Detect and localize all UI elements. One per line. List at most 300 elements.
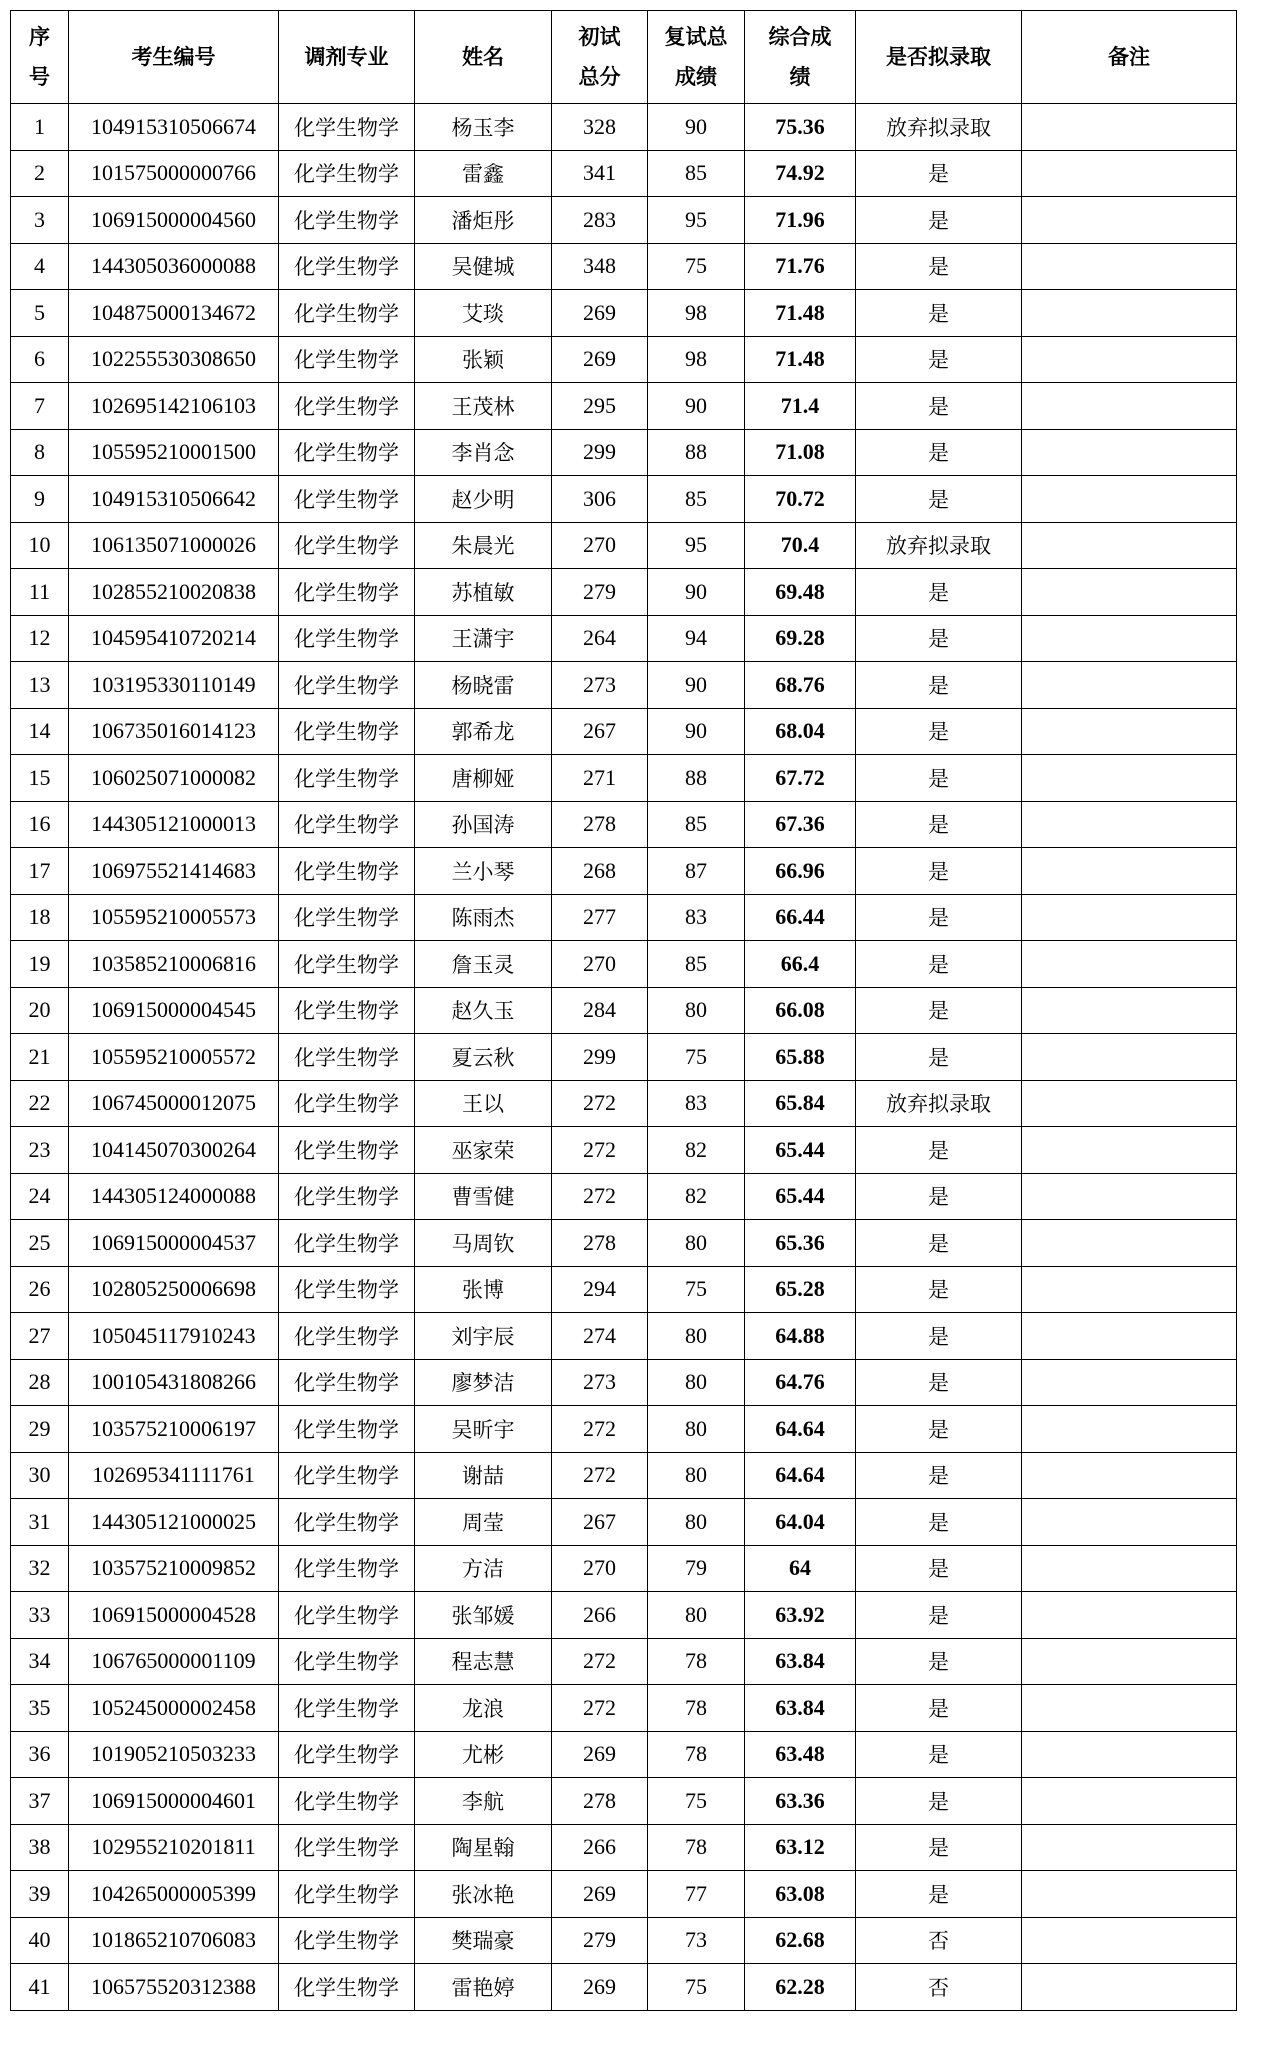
table-row	[11, 429, 1237, 476]
cell-major: 化学生物学	[279, 1313, 415, 1360]
cell-composite-score: 69.28	[745, 615, 856, 662]
cell-major: 化学生物学	[279, 755, 415, 802]
header-row	[11, 11, 1237, 104]
cell-admit: 是	[856, 1406, 1022, 1453]
table-row	[11, 383, 1237, 430]
cell-composite-score: 70.4	[745, 522, 856, 569]
cell-composite-score: 65.88	[745, 1034, 856, 1081]
cell-exam-id: 106915000004560	[69, 197, 279, 244]
cell-major: 化学生物学	[279, 1266, 415, 1313]
cell-major: 化学生物学	[279, 1499, 415, 1546]
cell-exam-id: 102955210201811	[69, 1824, 279, 1871]
cell-retest-score: 80	[648, 1499, 745, 1546]
cell-admit: 是	[856, 150, 1022, 197]
cell-initial-score: 279	[552, 1917, 648, 1964]
cell-exam-id: 105595210001500	[69, 429, 279, 476]
cell-remark	[1022, 1220, 1237, 1267]
cell-retest-score: 80	[648, 1452, 745, 1499]
cell-exam-id: 105245000002458	[69, 1685, 279, 1732]
cell-retest-score: 95	[648, 522, 745, 569]
cell-major: 化学生物学	[279, 1080, 415, 1127]
cell-index: 18	[11, 894, 69, 941]
cell-exam-id: 104595410720214	[69, 615, 279, 662]
cell-exam-id: 102805250006698	[69, 1266, 279, 1313]
cell-initial-score: 273	[552, 662, 648, 709]
cell-index: 20	[11, 987, 69, 1034]
cell-major: 化学生物学	[279, 1824, 415, 1871]
cell-name: 张冰艳	[415, 1871, 552, 1918]
cell-initial-score: 328	[552, 104, 648, 151]
cell-initial-score: 278	[552, 1220, 648, 1267]
cell-initial-score: 269	[552, 1871, 648, 1918]
cell-exam-id: 144305124000088	[69, 1173, 279, 1220]
cell-retest-score: 90	[648, 104, 745, 151]
cell-composite-score: 70.72	[745, 476, 856, 523]
cell-exam-id: 104875000134672	[69, 290, 279, 337]
cell-retest-score: 78	[648, 1824, 745, 1871]
cell-initial-score: 270	[552, 1545, 648, 1592]
cell-initial-score: 266	[552, 1824, 648, 1871]
cell-initial-score: 284	[552, 987, 648, 1034]
cell-initial-score: 272	[552, 1127, 648, 1174]
cell-name: 詹玉灵	[415, 941, 552, 988]
cell-retest-score: 83	[648, 894, 745, 941]
cell-name: 王茂林	[415, 383, 552, 430]
cell-composite-score: 66.96	[745, 848, 856, 895]
cell-exam-id: 104915310506642	[69, 476, 279, 523]
cell-composite-score: 66.44	[745, 894, 856, 941]
cell-retest-score: 90	[648, 708, 745, 755]
cell-exam-id: 102255530308650	[69, 336, 279, 383]
cell-name: 杨晓雷	[415, 662, 552, 709]
cell-retest-score: 90	[648, 569, 745, 616]
cell-retest-score: 75	[648, 1266, 745, 1313]
cell-remark	[1022, 1731, 1237, 1778]
cell-name: 李航	[415, 1778, 552, 1825]
cell-remark	[1022, 894, 1237, 941]
cell-index: 37	[11, 1778, 69, 1825]
cell-remark	[1022, 987, 1237, 1034]
cell-admit: 是	[856, 1499, 1022, 1546]
cell-remark	[1022, 1917, 1237, 1964]
cell-remark	[1022, 1964, 1237, 2011]
cell-composite-score: 63.12	[745, 1824, 856, 1871]
cell-composite-score: 75.36	[745, 104, 856, 151]
cell-initial-score: 272	[552, 1452, 648, 1499]
cell-exam-id: 100105431808266	[69, 1359, 279, 1406]
cell-composite-score: 65.44	[745, 1127, 856, 1174]
cell-retest-score: 75	[648, 1778, 745, 1825]
cell-major: 化学生物学	[279, 336, 415, 383]
cell-major: 化学生物学	[279, 801, 415, 848]
cell-admit: 是	[856, 1545, 1022, 1592]
cell-admit: 是	[856, 941, 1022, 988]
cell-initial-score: 295	[552, 383, 648, 430]
cell-retest-score: 75	[648, 1964, 745, 2011]
cell-remark	[1022, 1127, 1237, 1174]
cell-exam-id: 103195330110149	[69, 662, 279, 709]
cell-exam-id: 102855210020838	[69, 569, 279, 616]
cell-retest-score: 90	[648, 662, 745, 709]
table-row	[11, 197, 1237, 244]
cell-exam-id: 104145070300264	[69, 1127, 279, 1174]
cell-major: 化学生物学	[279, 243, 415, 290]
cell-name: 龙浪	[415, 1685, 552, 1732]
cell-major: 化学生物学	[279, 708, 415, 755]
cell-name: 马周钦	[415, 1220, 552, 1267]
cell-major: 化学生物学	[279, 476, 415, 523]
cell-remark	[1022, 429, 1237, 476]
cell-major: 化学生物学	[279, 1964, 415, 2011]
cell-admit: 是	[856, 569, 1022, 616]
cell-major: 化学生物学	[279, 104, 415, 151]
cell-index: 2	[11, 150, 69, 197]
table-row	[11, 755, 1237, 802]
table-row	[11, 1778, 1237, 1825]
cell-major: 化学生物学	[279, 615, 415, 662]
cell-name: 朱晨光	[415, 522, 552, 569]
table-row	[11, 1173, 1237, 1220]
cell-name: 雷艳婷	[415, 1964, 552, 2011]
cell-remark	[1022, 336, 1237, 383]
cell-exam-id: 101905210503233	[69, 1731, 279, 1778]
cell-exam-id: 106915000004537	[69, 1220, 279, 1267]
cell-composite-score: 65.44	[745, 1173, 856, 1220]
cell-composite-score: 74.92	[745, 150, 856, 197]
cell-composite-score: 63.84	[745, 1638, 856, 1685]
cell-composite-score: 64	[745, 1545, 856, 1592]
cell-admit: 是	[856, 1778, 1022, 1825]
table-row	[11, 708, 1237, 755]
cell-initial-score: 272	[552, 1685, 648, 1732]
cell-exam-id: 106575520312388	[69, 1964, 279, 2011]
table-row	[11, 1685, 1237, 1732]
cell-retest-score: 73	[648, 1917, 745, 1964]
cell-composite-score: 64.64	[745, 1406, 856, 1453]
cell-composite-score: 62.68	[745, 1917, 856, 1964]
cell-composite-score: 64.64	[745, 1452, 856, 1499]
cell-name: 程志慧	[415, 1638, 552, 1685]
cell-composite-score: 64.76	[745, 1359, 856, 1406]
table-row	[11, 987, 1237, 1034]
cell-exam-id: 144305121000025	[69, 1499, 279, 1546]
cell-remark	[1022, 1034, 1237, 1081]
cell-remark	[1022, 801, 1237, 848]
cell-composite-score: 69.48	[745, 569, 856, 616]
cell-remark	[1022, 1406, 1237, 1453]
cell-major: 化学生物学	[279, 1592, 415, 1639]
header-admit: 是否拟录取	[856, 11, 1022, 104]
cell-major: 化学生物学	[279, 383, 415, 430]
cell-index: 3	[11, 197, 69, 244]
cell-admit: 是	[856, 1220, 1022, 1267]
cell-major: 化学生物学	[279, 290, 415, 337]
cell-retest-score: 88	[648, 755, 745, 802]
cell-index: 35	[11, 1685, 69, 1732]
cell-remark	[1022, 615, 1237, 662]
table-row	[11, 1964, 1237, 2011]
cell-admit: 是	[856, 662, 1022, 709]
cell-remark	[1022, 1685, 1237, 1732]
header-initial-score: 初试总分	[552, 11, 648, 104]
cell-exam-id: 103585210006816	[69, 941, 279, 988]
cell-admit: 放弃拟录取	[856, 104, 1022, 151]
table-row	[11, 569, 1237, 616]
cell-retest-score: 80	[648, 987, 745, 1034]
cell-admit: 是	[856, 197, 1022, 244]
cell-major: 化学生物学	[279, 1452, 415, 1499]
cell-retest-score: 80	[648, 1220, 745, 1267]
cell-initial-score: 272	[552, 1080, 648, 1127]
cell-name: 王以	[415, 1080, 552, 1127]
cell-major: 化学生物学	[279, 522, 415, 569]
cell-admit: 是	[856, 476, 1022, 523]
cell-initial-score: 271	[552, 755, 648, 802]
cell-major: 化学生物学	[279, 197, 415, 244]
cell-index: 38	[11, 1824, 69, 1871]
cell-name: 唐柳娅	[415, 755, 552, 802]
cell-index: 9	[11, 476, 69, 523]
cell-admit: 是	[856, 1871, 1022, 1918]
table-row	[11, 1080, 1237, 1127]
table-row	[11, 1499, 1237, 1546]
cell-retest-score: 78	[648, 1731, 745, 1778]
cell-composite-score: 71.96	[745, 197, 856, 244]
cell-major: 化学生物学	[279, 1406, 415, 1453]
cell-exam-id: 101865210706083	[69, 1917, 279, 1964]
cell-exam-id: 102695142106103	[69, 383, 279, 430]
table-row	[11, 1127, 1237, 1174]
table-row	[11, 522, 1237, 569]
cell-admit: 是	[856, 1173, 1022, 1220]
cell-composite-score: 62.28	[745, 1964, 856, 2011]
cell-composite-score: 64.04	[745, 1499, 856, 1546]
cell-index: 14	[11, 708, 69, 755]
cell-exam-id: 106915000004545	[69, 987, 279, 1034]
table-row	[11, 1406, 1237, 1453]
cell-admit: 是	[856, 848, 1022, 895]
cell-retest-score: 79	[648, 1545, 745, 1592]
cell-initial-score: 279	[552, 569, 648, 616]
table-row	[11, 662, 1237, 709]
cell-retest-score: 85	[648, 150, 745, 197]
cell-remark	[1022, 662, 1237, 709]
cell-retest-score: 78	[648, 1685, 745, 1732]
cell-retest-score: 78	[648, 1638, 745, 1685]
cell-initial-score: 269	[552, 1731, 648, 1778]
cell-exam-id: 103575210006197	[69, 1406, 279, 1453]
cell-retest-score: 77	[648, 1871, 745, 1918]
cell-remark	[1022, 1173, 1237, 1220]
cell-exam-id: 104265000005399	[69, 1871, 279, 1918]
cell-index: 13	[11, 662, 69, 709]
cell-admit: 是	[856, 1034, 1022, 1081]
cell-name: 廖梦洁	[415, 1359, 552, 1406]
cell-retest-score: 95	[648, 197, 745, 244]
cell-exam-id: 104915310506674	[69, 104, 279, 151]
cell-initial-score: 264	[552, 615, 648, 662]
cell-composite-score: 67.36	[745, 801, 856, 848]
cell-remark	[1022, 104, 1237, 151]
cell-admit: 是	[856, 615, 1022, 662]
cell-name: 刘宇辰	[415, 1313, 552, 1360]
cell-major: 化学生物学	[279, 1359, 415, 1406]
cell-index: 36	[11, 1731, 69, 1778]
cell-major: 化学生物学	[279, 1638, 415, 1685]
cell-major: 化学生物学	[279, 569, 415, 616]
cell-index: 16	[11, 801, 69, 848]
cell-index: 31	[11, 1499, 69, 1546]
table-row	[11, 1638, 1237, 1685]
cell-initial-score: 299	[552, 429, 648, 476]
cell-admit: 是	[856, 1731, 1022, 1778]
cell-remark	[1022, 1592, 1237, 1639]
cell-admit: 是	[856, 1685, 1022, 1732]
cell-composite-score: 71.48	[745, 290, 856, 337]
cell-name: 雷鑫	[415, 150, 552, 197]
cell-name: 赵少明	[415, 476, 552, 523]
cell-remark	[1022, 941, 1237, 988]
cell-name: 王潇宇	[415, 615, 552, 662]
cell-composite-score: 64.88	[745, 1313, 856, 1360]
cell-composite-score: 63.36	[745, 1778, 856, 1825]
cell-remark	[1022, 848, 1237, 895]
cell-remark	[1022, 243, 1237, 290]
table-header	[11, 11, 1237, 104]
cell-retest-score: 80	[648, 1406, 745, 1453]
cell-remark	[1022, 1871, 1237, 1918]
cell-index: 5	[11, 290, 69, 337]
cell-retest-score: 88	[648, 429, 745, 476]
cell-composite-score: 71.4	[745, 383, 856, 430]
cell-retest-score: 98	[648, 336, 745, 383]
cell-major: 化学生物学	[279, 1731, 415, 1778]
table-row	[11, 801, 1237, 848]
cell-retest-score: 94	[648, 615, 745, 662]
cell-major: 化学生物学	[279, 1778, 415, 1825]
cell-admit: 是	[856, 1266, 1022, 1313]
table-row	[11, 243, 1237, 290]
cell-exam-id: 106975521414683	[69, 848, 279, 895]
cell-initial-score: 269	[552, 336, 648, 383]
cell-retest-score: 82	[648, 1127, 745, 1174]
cell-name: 潘炬彤	[415, 197, 552, 244]
cell-initial-score: 299	[552, 1034, 648, 1081]
cell-retest-score: 85	[648, 801, 745, 848]
table-row	[11, 1452, 1237, 1499]
cell-name: 巫家荣	[415, 1127, 552, 1174]
cell-index: 25	[11, 1220, 69, 1267]
cell-major: 化学生物学	[279, 941, 415, 988]
cell-retest-score: 90	[648, 383, 745, 430]
cell-index: 10	[11, 522, 69, 569]
cell-exam-id: 106735016014123	[69, 708, 279, 755]
cell-index: 33	[11, 1592, 69, 1639]
cell-exam-id: 106765000001109	[69, 1638, 279, 1685]
cell-remark	[1022, 197, 1237, 244]
cell-retest-score: 83	[648, 1080, 745, 1127]
table-row	[11, 336, 1237, 383]
table-row	[11, 848, 1237, 895]
cell-initial-score: 277	[552, 894, 648, 941]
cell-major: 化学生物学	[279, 150, 415, 197]
cell-exam-id: 105045117910243	[69, 1313, 279, 1360]
cell-index: 39	[11, 1871, 69, 1918]
cell-remark	[1022, 1499, 1237, 1546]
cell-exam-id: 105595210005573	[69, 894, 279, 941]
admission-table	[10, 10, 1237, 2011]
cell-composite-score: 67.72	[745, 755, 856, 802]
cell-remark	[1022, 1359, 1237, 1406]
cell-composite-score: 63.48	[745, 1731, 856, 1778]
cell-remark	[1022, 1452, 1237, 1499]
cell-remark	[1022, 522, 1237, 569]
table-row	[11, 1824, 1237, 1871]
header-index: 序号	[11, 11, 69, 104]
cell-exam-id: 144305036000088	[69, 243, 279, 290]
cell-major: 化学生物学	[279, 662, 415, 709]
cell-index: 22	[11, 1080, 69, 1127]
table-body	[11, 104, 1237, 2011]
cell-major: 化学生物学	[279, 1034, 415, 1081]
cell-exam-id: 144305121000013	[69, 801, 279, 848]
cell-retest-score: 82	[648, 1173, 745, 1220]
table-row	[11, 941, 1237, 988]
cell-initial-score: 273	[552, 1359, 648, 1406]
cell-major: 化学生物学	[279, 1871, 415, 1918]
cell-admit: 放弃拟录取	[856, 1080, 1022, 1127]
cell-initial-score: 266	[552, 1592, 648, 1639]
cell-exam-id: 106915000004528	[69, 1592, 279, 1639]
cell-name: 樊瑞豪	[415, 1917, 552, 1964]
cell-index: 41	[11, 1964, 69, 2011]
cell-name: 赵久玉	[415, 987, 552, 1034]
cell-initial-score: 269	[552, 290, 648, 337]
cell-initial-score: 269	[552, 1964, 648, 2011]
table-row	[11, 150, 1237, 197]
cell-initial-score: 272	[552, 1173, 648, 1220]
cell-admit: 是	[856, 1592, 1022, 1639]
table-row	[11, 1034, 1237, 1081]
cell-name: 谢喆	[415, 1452, 552, 1499]
cell-exam-id: 106135071000026	[69, 522, 279, 569]
cell-admit: 是	[856, 1127, 1022, 1174]
table-row	[11, 1917, 1237, 1964]
cell-admit: 是	[856, 894, 1022, 941]
cell-retest-score: 80	[648, 1313, 745, 1360]
cell-remark	[1022, 1080, 1237, 1127]
cell-index: 11	[11, 569, 69, 616]
cell-index: 8	[11, 429, 69, 476]
cell-index: 12	[11, 615, 69, 662]
table-row	[11, 1359, 1237, 1406]
cell-index: 17	[11, 848, 69, 895]
cell-index: 21	[11, 1034, 69, 1081]
cell-composite-score: 71.76	[745, 243, 856, 290]
cell-name: 周莹	[415, 1499, 552, 1546]
cell-exam-id: 106025071000082	[69, 755, 279, 802]
cell-exam-id: 102695341111761	[69, 1452, 279, 1499]
cell-admit: 是	[856, 290, 1022, 337]
cell-admit: 是	[856, 429, 1022, 476]
cell-name: 吴健城	[415, 243, 552, 290]
table-row	[11, 1266, 1237, 1313]
cell-composite-score: 71.08	[745, 429, 856, 476]
cell-exam-id: 106745000012075	[69, 1080, 279, 1127]
cell-admit: 放弃拟录取	[856, 522, 1022, 569]
cell-name: 陈雨杰	[415, 894, 552, 941]
cell-admit: 是	[856, 987, 1022, 1034]
